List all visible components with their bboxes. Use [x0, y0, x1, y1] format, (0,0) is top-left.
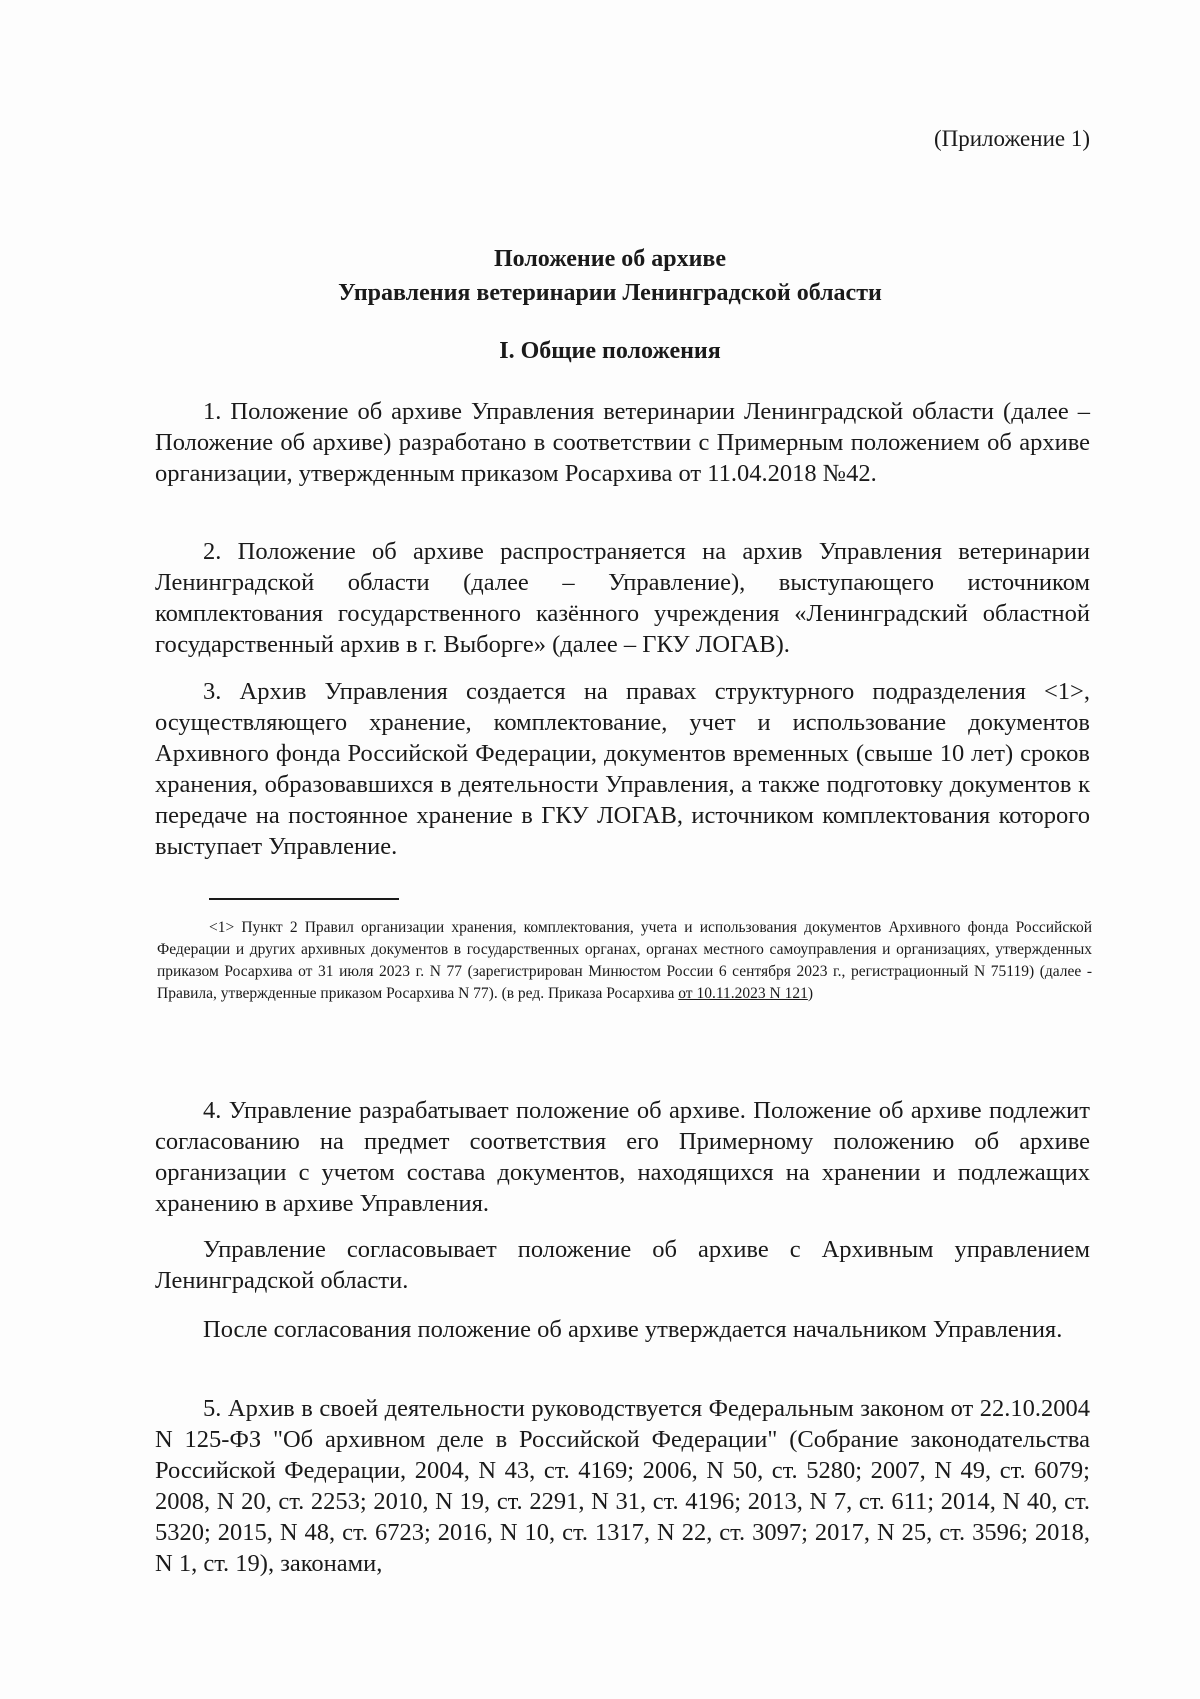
paragraph-3 [155, 676, 1090, 862]
paragraph-4 [155, 1095, 1090, 1219]
paragraph-text: Управление согласовывает положение об архиве с Архивным управлением Ленинградской области. [155, 1236, 1090, 1294]
footnote-separator [209, 898, 399, 900]
title-line-2: Управления ветеринарии Ленинградской области [338, 280, 882, 306]
footnote-text: <1> Пункт 2 Правил организации хранения, комплектования, учета и использования документов Архивного фонда Российской Федерации и других архивных документов в государственных органах, органах местного самоуправления и организациях, утвержденных приказом Росархива от 31 июля 2023 г. N 77 (зарегистрирован Минюстом России 6 сентября 2023 г., регистрационный N 75119) (далее - Правила, утвержденные приказом Росархива N 77). (в ред. Приказа Росархива [157, 919, 1092, 1002]
paragraph-2 [155, 536, 1090, 660]
paragraph-4-approval [155, 1234, 1090, 1296]
paragraph-text: 4. Управление разрабатывает положение об архиве. Положение об архиве подлежит согласованию на предмет соответствия его Примерному положению об архиве организации с учетом состава документов, находящихся на хранении и подлежащих хранению в архиве Управления. [155, 1097, 1090, 1217]
footnote-link[interactable]: от 10.11.2023 N 121 [678, 985, 808, 1002]
paragraph-5 [155, 1393, 1090, 1579]
paragraph-text: 3. Архив Управления создается на правах структурного подразделения <1>, осуществляющего хранение, комплектование, учет и использование документов Архивного фонда Российской Федерации, документов временных (свыше 10 лет) сроков хранения, образовавшихся в деятельности Управления, а также подготовку документов к передаче на постоянное хранение в ГКУ ЛОГАВ, источником комплектования которого выступает Управление. [155, 678, 1090, 860]
section-heading: I. Общие положения [499, 338, 721, 364]
paragraph-text: 5. Архив в своей деятельности руководствуется Федеральным законом от 22.10.2004 N 125-ФЗ "Об архивном деле в Российской Федерации" (Собрание законодательства Российской Федерации, 2004, N 43, ст. 4169; 2006, N 50, ст. 5280; 2007, N 49, ст. 6079; 2008, N 20, ст. 2253; 2010, N 19, ст. 2291, N 31, ст. 4196; 2013, N 7, ст. 611; 2014, N 40, ст. 5320; 2015, N 48, ст. 6723; 2016, N 10, ст. 1317, N 22, ст. 3097; 2017, N 25, ст. 3596; 2018, N 1, ст. 19), законами, [155, 1395, 1090, 1577]
paragraph-text: 1. Положение об архиве Управления ветеринарии Ленинградской области (далее – Положение об архиве) разработано в соответствии с Примерным положением об архиве организации, утвержденным приказом Росархива от 11.04.2018 №42. [155, 398, 1090, 487]
paragraph-text: 2. Положение об архиве распространяется на архив Управления ветеринарии Ленинградской области (далее – Управление), выступающего источником комплектования государственного казённого учреждения «Ленинградский областной государственный архив в г. Выборге» (далее – ГКУ ЛОГАВ). [155, 538, 1090, 658]
document-title [10, 242, 1200, 310]
paragraph-text: После согласования положение об архиве утверждается начальником Управления. [203, 1316, 1063, 1343]
title-line-1: Положение об архиве [493, 246, 727, 272]
footnote [157, 917, 1092, 1005]
paragraph-4-after-approval [155, 1314, 1090, 1345]
footnote-closing: ) [807, 985, 814, 1002]
appendix-label: (Приложение 1) [933, 126, 1090, 151]
paragraph-1 [155, 396, 1090, 489]
